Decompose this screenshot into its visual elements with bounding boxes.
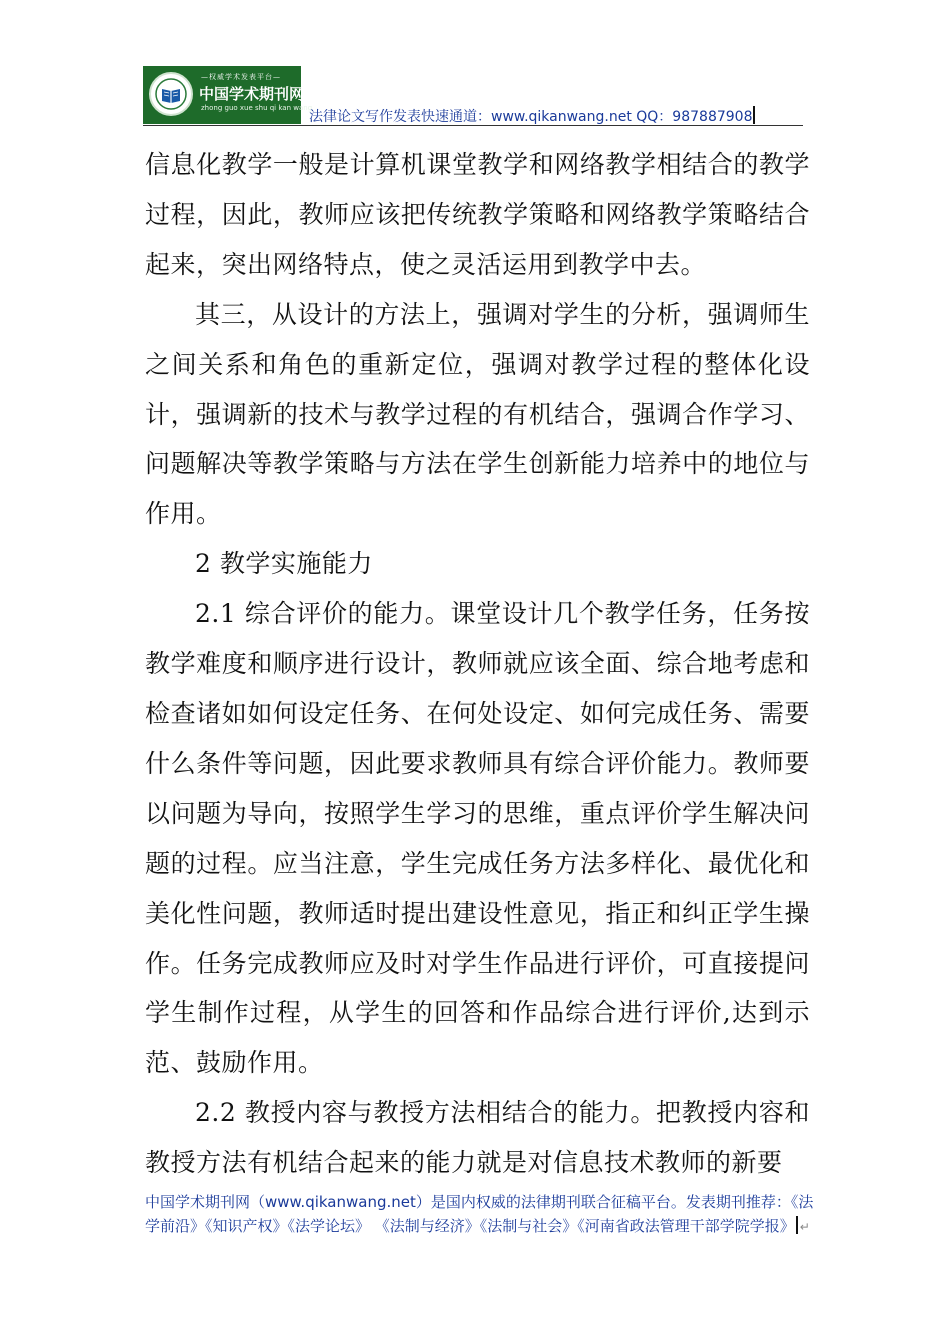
paragraph-evaluation-ability: 2.1 综合评价的能力。课堂设计几个教学任务，任务按教学难度和顺序进行设计，教师就应该全面、综合地考虑和检查诸如如何设定任务、在何处设定、如何完成任务、需要什么条件等问题，因此要求教师具有综合评价能力。教师要以问题为导向，按照学生学习的思维，重点评价学生解决问题的过程。应当注意，学生完成任务方法多样化、最优化和美化性问题，教师适时提出建设性意见，指正和纠正学生操作。任务完成教师应及时对学生作品进行评价，可直接提问学生制作过程，从学生的回答和作品综合进行评价,达到示范、鼓励作用。: [145, 599, 810, 1078]
header-divider: [143, 125, 803, 126]
return-mark-icon: ↵: [799, 1220, 810, 1234]
logo-pinyin: zhong guo xue shu qi kan wang: [201, 104, 313, 112]
logo-name: 中国学术期刊网: [199, 85, 305, 103]
section-heading: 2 教学实施能力: [195, 549, 373, 579]
text-cursor: [753, 106, 755, 124]
footer-text[interactable]: 中国学术期刊网（www.qikanwang.net）是国内权威的法律期刊联合征稿平台。发表期刊推荐：《法学前沿》《知识产权》《法学论坛》 《法制与经济》《法制与社会》《河南省政法管理干部学院学报》: [145, 1193, 814, 1235]
text-cursor: [796, 1216, 798, 1234]
page-footer: [145, 1190, 815, 1239]
header-tagline-text: 法律论文写作发表快速通道：www.qikanwang.net QQ：987887908: [309, 109, 753, 125]
page-header: [143, 66, 803, 126]
book-emblem-icon: [149, 72, 193, 116]
paragraph-teaching-methods: 2.2 教授内容与教授方法相结合的能力。把教授内容和教授方法有机结合起来的能力就是对信息技术教师的新要: [145, 1098, 810, 1178]
header-tagline[interactable]: [309, 106, 755, 126]
logo-top-text: —权威学术发表平台—: [201, 73, 281, 81]
document-body: [145, 140, 810, 1188]
paragraph-continuation: 信息化教学一般是计算机课堂教学和网络教学相结合的教学过程，因此，教师应该把传统教学策略和网络教学策略结合起来，突出网络特点，使之灵活运用到教学中去。: [145, 150, 810, 279]
site-logo[interactable]: [143, 66, 313, 124]
paragraph-design-method: 其三，从设计的方法上，强调对学生的分析，强调师生之间关系和角色的重新定位，强调对教学过程的整体化设计，强调新的技术与教学过程的有机结合，强调合作学习、问题解决等教学策略与方法在学生创新能力培养中的地位与作用。: [145, 299, 810, 529]
